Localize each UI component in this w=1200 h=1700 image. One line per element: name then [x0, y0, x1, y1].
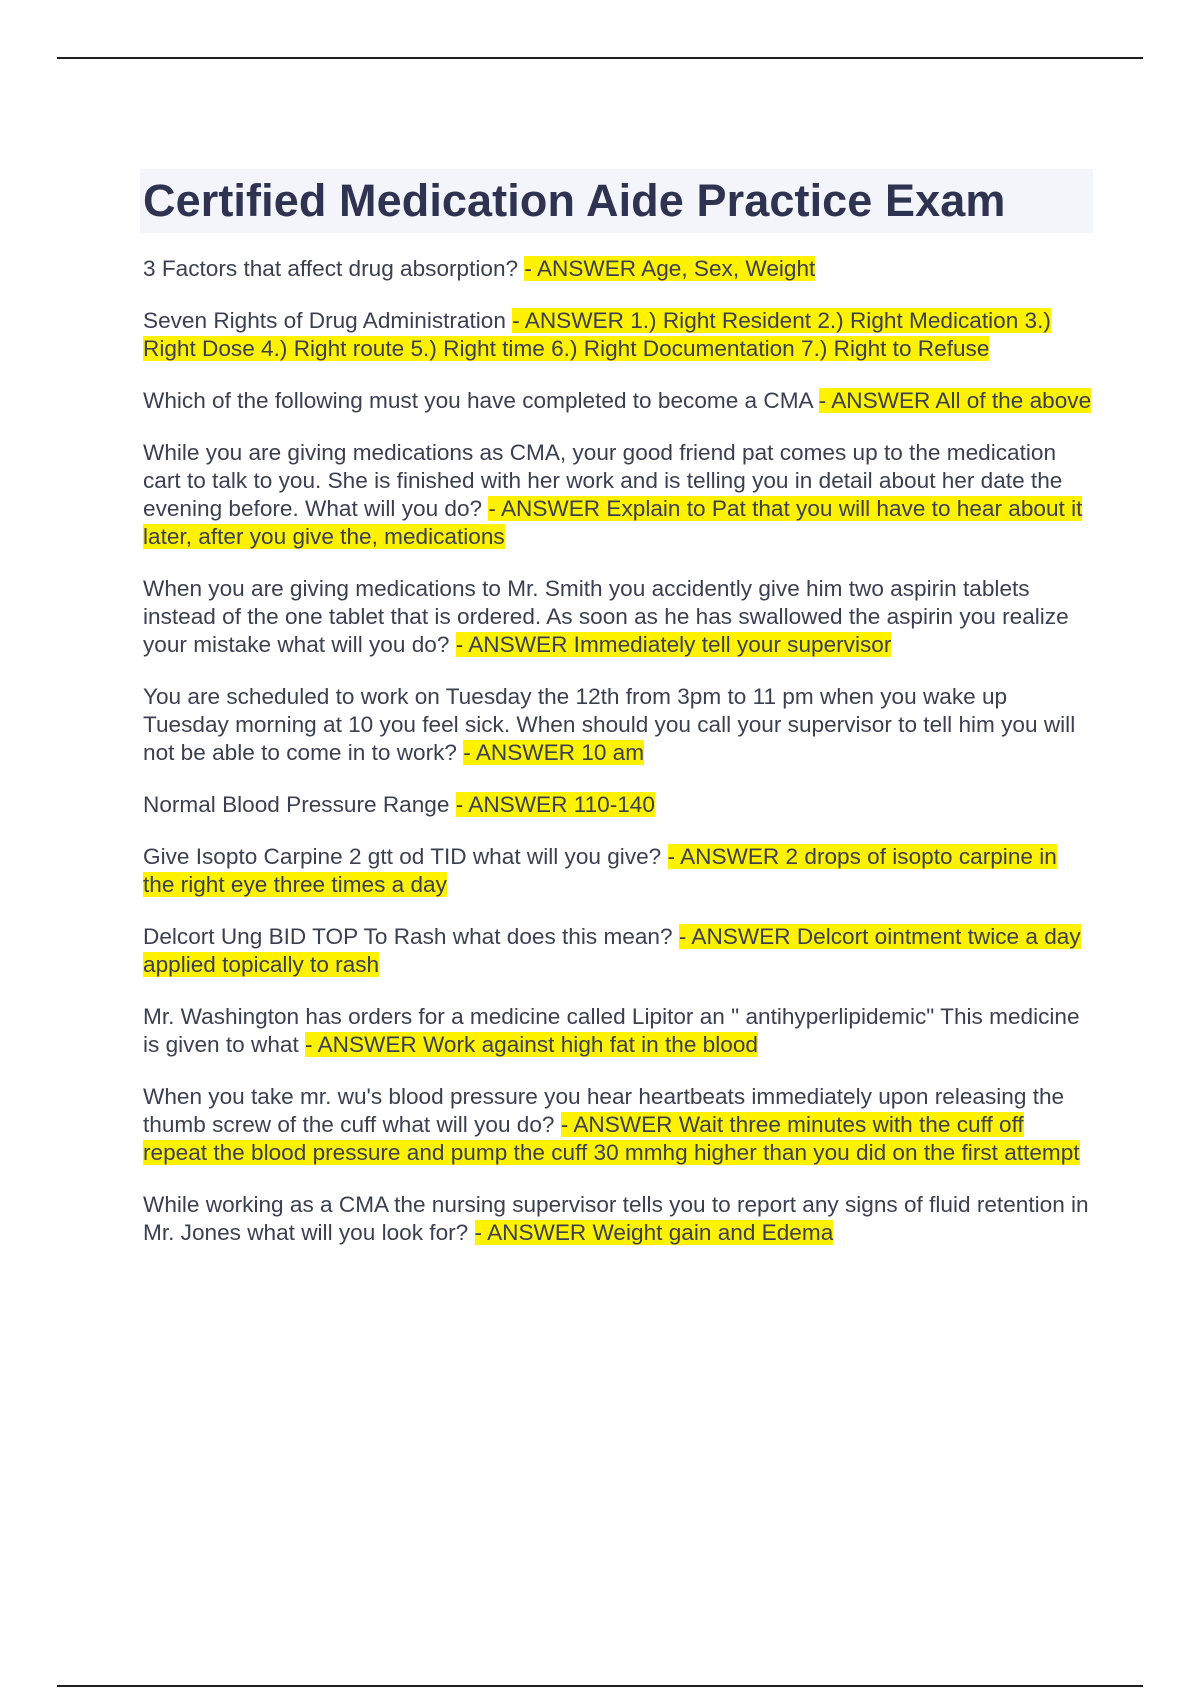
- question-text: Mr. Washington has orders for a medicine called Lipitor an " antihyperlipidemic" This medicine is given to what: [143, 1004, 1080, 1057]
- qa-item: [143, 439, 1093, 551]
- answer-highlight: - ANSWER All of the above: [818, 388, 1092, 413]
- top-rule: [57, 57, 1143, 59]
- qa-item: [143, 307, 1093, 363]
- qa-item: [143, 923, 1093, 979]
- qa-item: [143, 1191, 1093, 1247]
- qa-item: [143, 575, 1093, 659]
- answer-highlight: - ANSWER Wait three minutes with the cuff off repeat the blood pressure and pump the cuff 30 mmhg higher than you did on the first attempt: [143, 1112, 1080, 1165]
- question-text: Normal Blood Pressure Range: [143, 792, 456, 817]
- qa-list: [143, 255, 1093, 1247]
- answer-highlight: - ANSWER Immediately tell your supervisor: [455, 632, 892, 657]
- answer-highlight: - ANSWER Weight gain and Edema: [474, 1220, 834, 1245]
- question-text: When you take mr. wu's blood pressure you hear heartbeats immediately upon releasing the thumb screw of the cuff what will you do?: [143, 1084, 1065, 1137]
- qa-item: [143, 791, 1093, 819]
- qa-item: [143, 1003, 1093, 1059]
- answer-highlight: - ANSWER Work against high fat in the blood: [305, 1032, 758, 1057]
- question-text: Give Isopto Carpine 2 gtt od TID what will you give?: [143, 844, 668, 869]
- question-text: 3 Factors that affect drug absorption?: [143, 256, 525, 281]
- answer-highlight: - ANSWER Age, Sex, Weight: [524, 256, 816, 281]
- question-text: While working as a CMA the nursing supervisor tells you to report any signs of fluid retention in Mr. Jones what will you look for?: [143, 1192, 1089, 1245]
- qa-item: [143, 1083, 1093, 1167]
- qa-item: [143, 387, 1093, 415]
- document-body: [143, 169, 1093, 1271]
- answer-highlight: - ANSWER 1.) Right Resident 2.) Right Medication 3.) Right Dose 4.) Right route 5.) Right time 6.) Right Documentation 7.) Right to Refuse: [143, 308, 1051, 361]
- answer-highlight: - ANSWER Explain to Pat that you will have to hear about it later, after you give the, medications: [143, 496, 1083, 549]
- title-band: [140, 169, 1093, 233]
- document-title: Certified Medication Aide Practice Exam: [143, 175, 1006, 226]
- question-text: Delcort Ung BID TOP To Rash what does this mean?: [143, 924, 679, 949]
- answer-highlight: - ANSWER 2 drops of isopto carpine in the right eye three times a day: [143, 844, 1057, 897]
- bottom-rule: [57, 1685, 1143, 1687]
- qa-item: [143, 683, 1093, 767]
- question-text: You are scheduled to work on Tuesday the 12th from 3pm to 11 pm when you wake up Tuesday morning at 10 you feel sick. When should you call your supervisor to tell him you will not be able to come in to work?: [143, 684, 1076, 765]
- qa-item: [143, 255, 1093, 283]
- question-text: While you are giving medications as CMA, your good friend pat comes up to the medication cart to talk to you. She is finished with her work and is telling you in detail about her date the evening before. What will you do?: [143, 440, 1063, 521]
- qa-item: [143, 843, 1093, 899]
- question-text: Seven Rights of Drug Administration: [143, 308, 513, 333]
- answer-highlight: - ANSWER 110-140: [455, 792, 655, 817]
- question-text: Which of the following must you have completed to become a CMA: [143, 388, 819, 413]
- answer-highlight: - ANSWER 10 am: [463, 740, 645, 765]
- question-text: When you are giving medications to Mr. Smith you accidently give him two aspirin tablets instead of the one tablet that is ordered. As soon as he has swallowed the aspirin you realize your mistake what will you do?: [143, 576, 1069, 657]
- answer-highlight: - ANSWER Delcort ointment twice a day applied topically to rash: [143, 924, 1081, 977]
